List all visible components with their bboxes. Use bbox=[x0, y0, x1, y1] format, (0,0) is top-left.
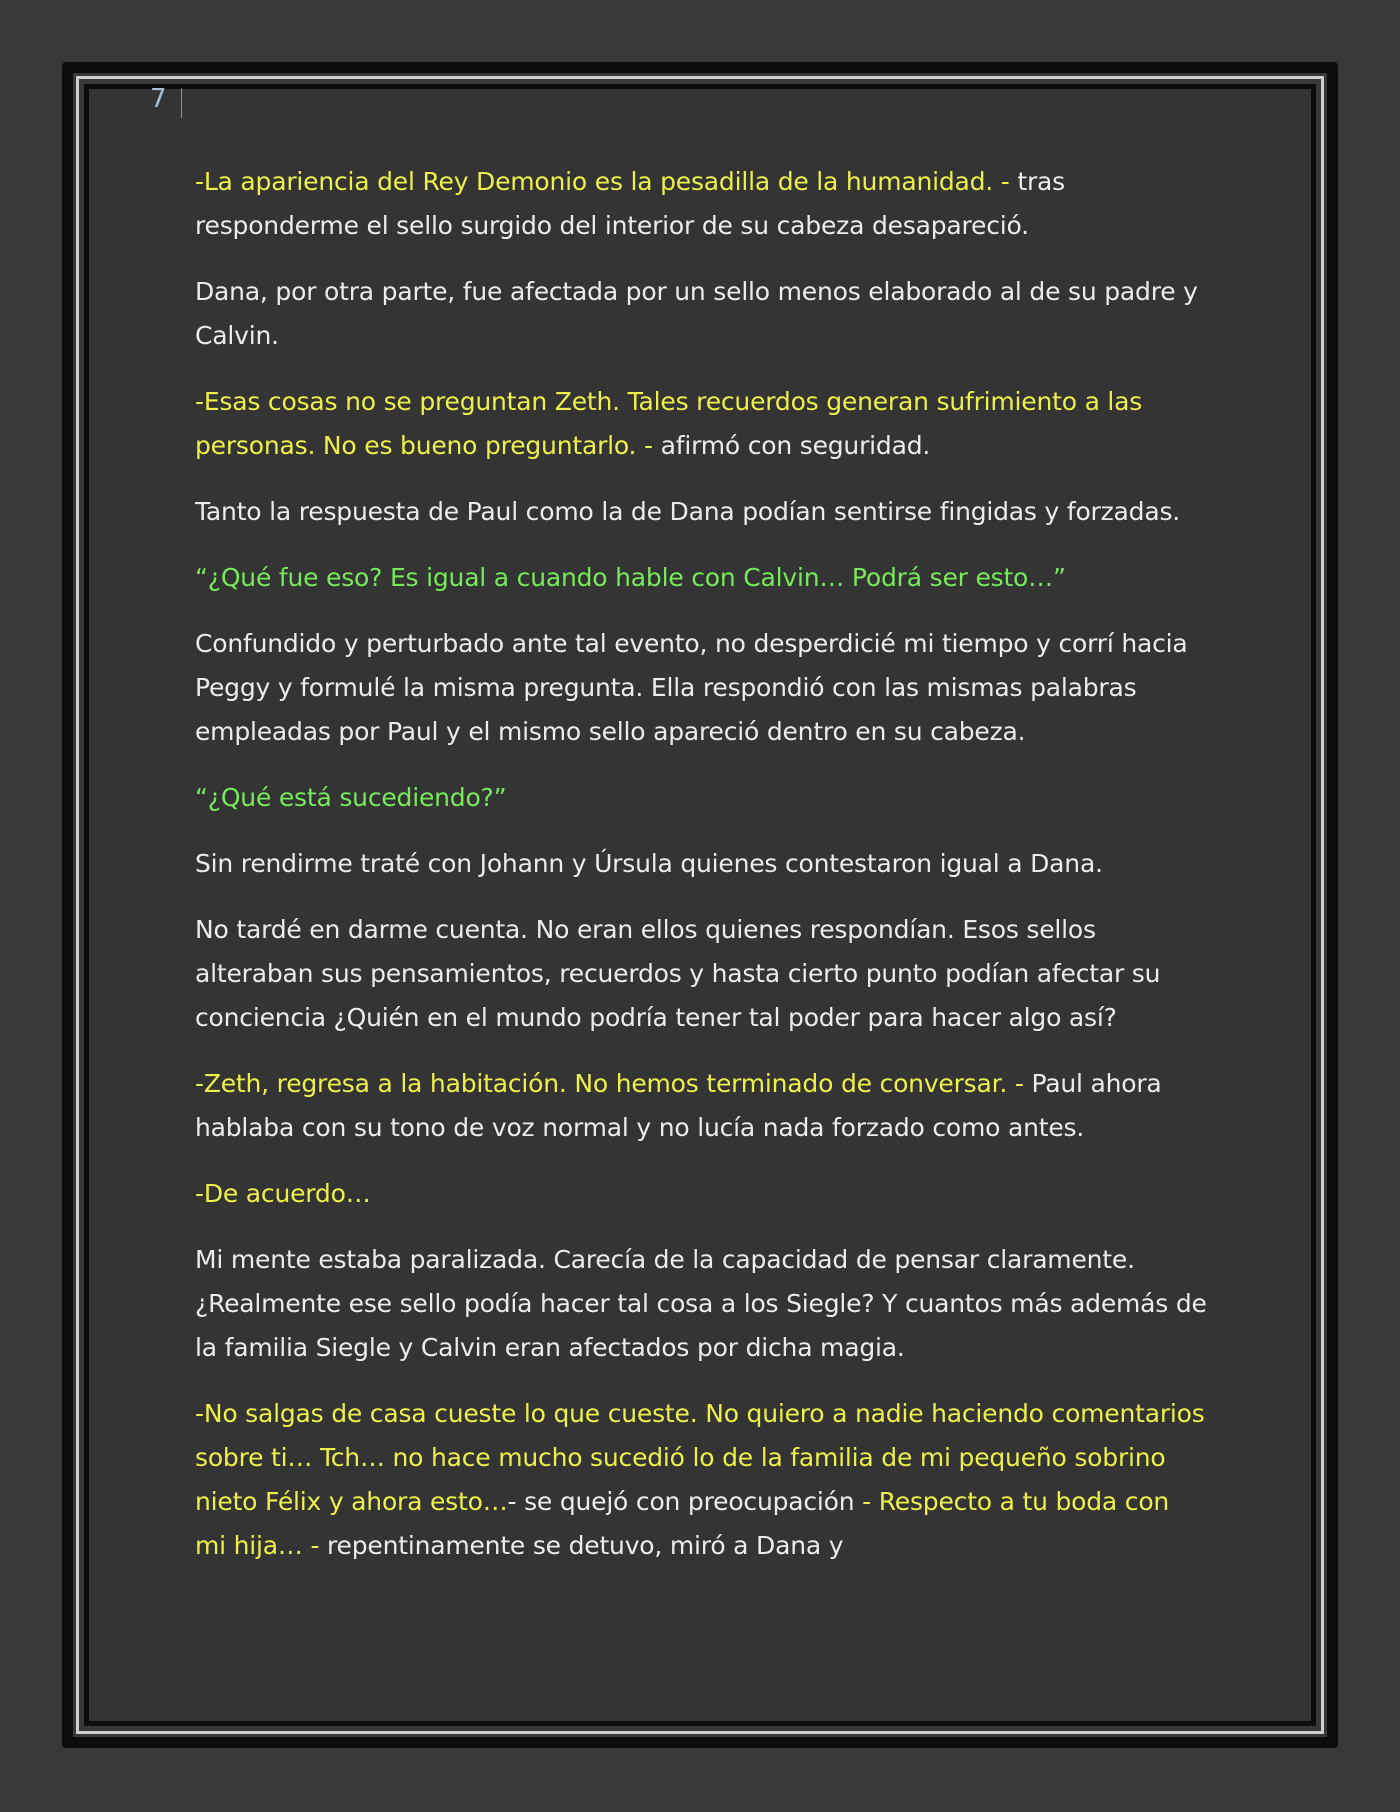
paragraph bbox=[195, 556, 1207, 600]
dialogue-text: -Esas cosas no se preguntan Zeth. Tales recuerdos generan sufrimiento a las personas. No es bueno preguntarlo. - bbox=[195, 387, 1143, 460]
dialogue-text: -La apariencia del Rey Demonio es la pesadilla de la humanidad. - bbox=[195, 167, 1010, 196]
paragraph bbox=[195, 160, 1207, 248]
narration-text: afirmó con seguridad. bbox=[652, 431, 931, 460]
narration-text: Mi mente estaba paralizada. Carecía de la capacidad de pensar claramente. ¿Realmente ese sello podía hacer tal cosa a los Siegle? Y cuantos más además de la familia Siegle y Calvin eran afectados por dicha magia. bbox=[195, 1245, 1207, 1362]
dialogue-text: -De acuerdo… bbox=[195, 1179, 371, 1208]
narration-text: Sin rendirme traté con Johann y Úrsula quienes contestaron igual a Dana. bbox=[195, 849, 1103, 878]
page-number: 7 bbox=[150, 84, 167, 114]
narration-text: Paul ahora hablaba con su tono de voz normal y no lucía nada forzado como antes. bbox=[195, 1069, 1162, 1142]
narration-text: Dana, por otra parte, fue afectada por un sello menos elaborado al de su padre y Calvin. bbox=[195, 277, 1198, 350]
narration-text: Tanto la respuesta de Paul como la de Dana podían sentirse fingidas y forzadas. bbox=[195, 497, 1181, 526]
dialogue-text: - Respecto a tu boda con mi hija… - bbox=[195, 1487, 1170, 1560]
paragraph bbox=[195, 270, 1207, 358]
narration-text: tras responderme el sello surgido del interior de su cabeza desapareció. bbox=[195, 167, 1065, 240]
paragraph bbox=[195, 1172, 1207, 1216]
paragraph bbox=[195, 776, 1207, 820]
paragraph bbox=[195, 622, 1207, 754]
narration-text: Confundido y perturbado ante tal evento, no desperdicié mi tiempo y corrí hacia Peggy y formulé la misma pregunta. Ella respondió con las mismas palabras empleadas por Paul y el mismo sello apareció dentro en su cabeza. bbox=[195, 629, 1188, 746]
paragraph bbox=[195, 1392, 1207, 1568]
dialogue-text: -No salgas de casa cueste lo que cueste. No quiero a nadie haciendo comentarios sobre ti… Tch… no hace mucho sucedió lo de la familia de mi pequeño sobrino nieto Félix y ahora esto… bbox=[195, 1399, 1205, 1516]
paragraph bbox=[195, 490, 1207, 534]
story-text bbox=[195, 160, 1207, 1590]
paragraph bbox=[195, 1238, 1207, 1370]
dialogue-text: -Zeth, regresa a la habitación. No hemos terminado de conversar. - bbox=[195, 1069, 1024, 1098]
narration-text: - se quejó con preocupación bbox=[507, 1487, 863, 1516]
narration-text: repentinamente se detuvo, miró a Dana y bbox=[319, 1531, 844, 1560]
paragraph bbox=[195, 380, 1207, 468]
thought-text: “¿Qué fue eso? Es igual a cuando hable con Calvin… Podrá ser esto…” bbox=[195, 563, 1066, 592]
paragraph bbox=[195, 908, 1207, 1040]
page-number-divider bbox=[181, 88, 182, 118]
paragraph bbox=[195, 1062, 1207, 1150]
narration-text: No tardé en darme cuenta. No eran ellos quienes respondían. Esos sellos alteraban sus pensamientos, recuerdos y hasta cierto punto podían afectar su conciencia ¿Quién en el mundo podría tener tal poder para hacer algo así? bbox=[195, 915, 1161, 1032]
thought-text: “¿Qué está sucediendo?” bbox=[195, 783, 507, 812]
paragraph bbox=[195, 842, 1207, 886]
